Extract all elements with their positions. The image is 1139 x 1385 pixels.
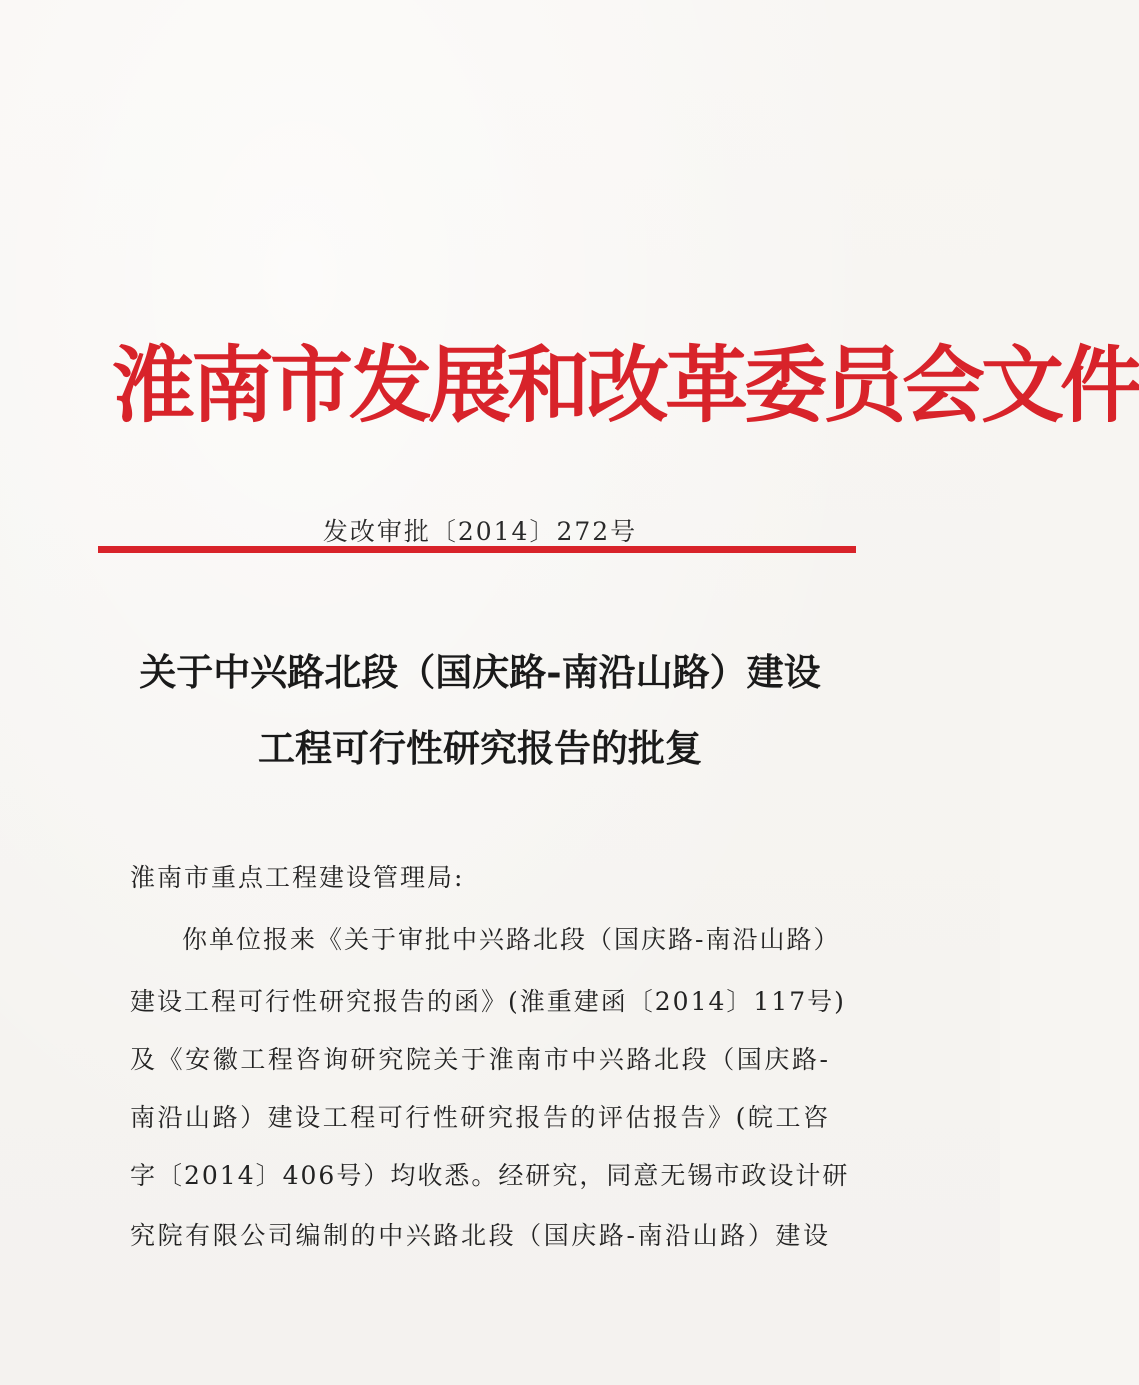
body-line: 你单位报来《关于审批中兴路北段（国庆路-南沿山路） xyxy=(182,925,841,954)
document-number: 发改审批〔2014〕272号 xyxy=(322,517,638,546)
body-line: 南沿山路）建设工程可行性研究报告的评估报告》(皖工咨 xyxy=(130,1103,830,1132)
body-line: 字〔2014〕406号）均收悉。经研究，同意无锡市政设计研 xyxy=(130,1161,850,1190)
bleed-through xyxy=(130,128,850,157)
recipient: 淮南市重点工程建设管理局: xyxy=(130,863,465,892)
body-line: 究院有限公司编制的中兴路北段（国庆路-南沿山路）建设 xyxy=(130,1221,830,1250)
body-line: 建设工程可行性研究报告的函》(淮重建函〔2014〕117号) xyxy=(130,987,846,1016)
document-title-line-2: 工程可行性研究报告的批复 xyxy=(258,726,702,770)
red-divider-line xyxy=(98,546,856,553)
letterhead-title: 淮南市发展和改革委员会文件 xyxy=(112,336,1139,434)
document-title-line-1: 关于中兴路北段（国庆路-南沿山路）建设 xyxy=(139,650,821,694)
body-line: 及《安徽工程咨询研究院关于淮南市中兴路北段（国庆路- xyxy=(130,1045,830,1074)
